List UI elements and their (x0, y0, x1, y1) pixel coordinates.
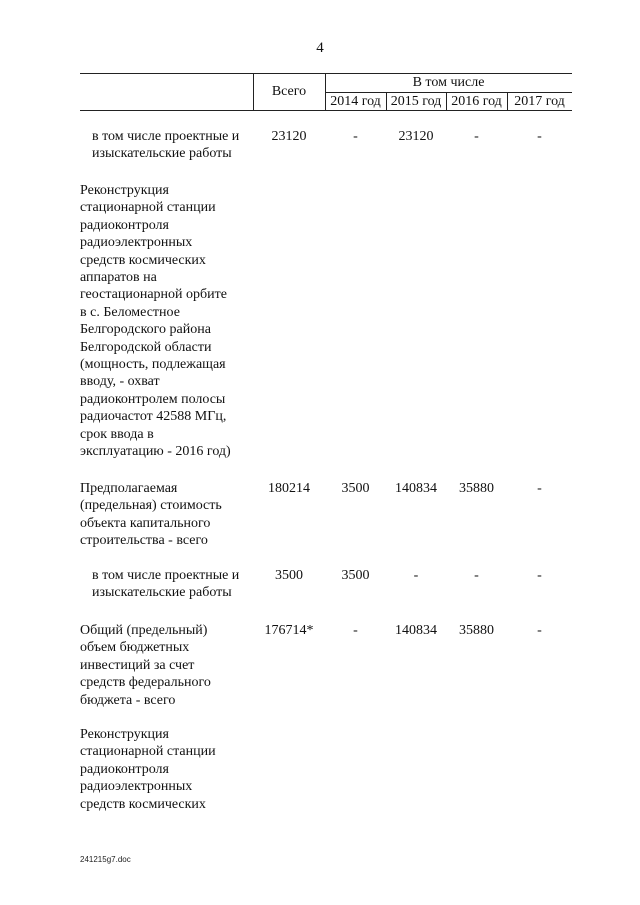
row-label: в том числе проектные и изыскательские работы (92, 129, 240, 162)
value-2016: - (474, 129, 479, 144)
value-2014: 3500 (341, 568, 370, 583)
value-2017: - (537, 481, 542, 496)
row-label: Реконструкция стационарной станции радиоконтроля радиоэлектронных средств космических аппаратов на геостационарной орбите в с. Беломестное Белгородского района Белгородской области (мощность, подлежащая вводу, - охват радиоконтролем полосы радиочастот 42588 МГц, срок ввода в эксплуатацию - 2016 год) (80, 183, 231, 460)
value-2017: - (537, 129, 542, 144)
value-2014: 3500 (341, 481, 370, 496)
header-mid-rule (325, 92, 572, 93)
row-label: Реконструкция стационарной станции радиоконтроля радиоэлектронных средств космических (80, 727, 216, 812)
value-2014: - (353, 129, 358, 144)
header-year: 2016 год (451, 94, 502, 109)
header-top-rule (80, 73, 572, 74)
value-2017: - (537, 568, 542, 583)
value-2015: 23120 (398, 129, 434, 144)
header-total: Всего (271, 84, 307, 99)
value-total: 3500 (275, 568, 303, 583)
value-2015: 140834 (395, 481, 437, 496)
value-total: 180214 (268, 481, 310, 496)
page-number: 4 (316, 40, 324, 56)
header-year: 2014 год (330, 94, 381, 109)
header-including: В том числе (412, 75, 485, 90)
header-year: 2015 год (390, 94, 442, 109)
value-2016: - (474, 568, 479, 583)
row-label: Предполагаемая (предельная) стоимость объекта капитального строительства - всего (80, 481, 222, 549)
row-label: в том числе проектные и изыскательские работы (92, 568, 240, 601)
value-total: 23120 (271, 129, 307, 144)
value-2017: - (537, 623, 542, 638)
value-2015: 140834 (395, 623, 437, 638)
header-year: 2017 год (514, 94, 565, 109)
value-2014: - (353, 623, 358, 638)
value-2016: 35880 (459, 623, 494, 638)
value-total: 176714* (264, 623, 314, 638)
value-2016: 35880 (459, 481, 494, 496)
row-label: Общий (предельный) объем бюджетных инвестиций за счет средств федерального бюджета - всего (80, 623, 211, 708)
value-2015: - (413, 568, 419, 583)
header-bottom-rule (80, 110, 572, 111)
footer-filename: 241215g7.doc (80, 855, 131, 864)
